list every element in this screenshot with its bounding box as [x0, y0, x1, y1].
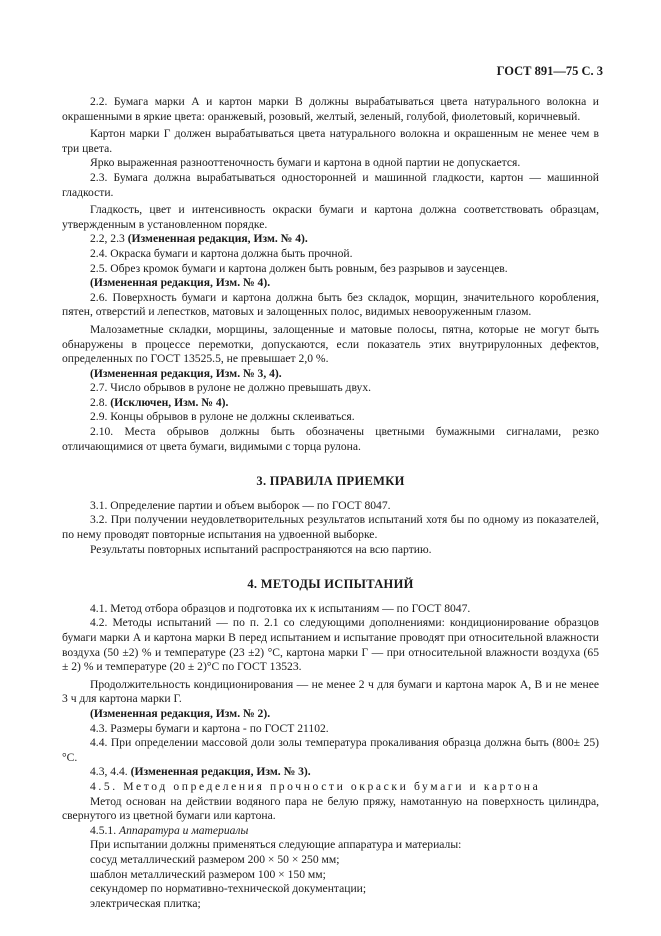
clause-2-2: 2.2. Бумага марки А и картон марки В должны вырабатываться цвета натурального волокна и окрашенными в яркие цвета: оранжевый, розовый, желтый, зеленый, голубой, фиолетовый, коричневый. [62, 95, 599, 123]
document-body [62, 95, 599, 911]
clause-ref: 2.2, 2.3 [90, 232, 125, 246]
clause-2-3: 2.3. Бумага должна вырабатываться односторонней и машинной гладкости, картон — машинной гладкости. [62, 170, 599, 199]
page-header: ГОСТ 891—75 С. 3 [496, 64, 603, 78]
list-item: секундомер по нормативно-технической документации; [90, 882, 367, 896]
clause-ref: 4.3, 4.4. [90, 765, 128, 779]
clause-4-2: 4.2. Методы испытаний — по п. 2.1 со следующими дополнениями: кондиционирование образцов бумаги марки А и картона марки В перед испытанием и испытание проводят при относительной влажности воздуха (50 ±2) % и температуре (23 ±2) °С, картона марки Г — при относительной влажности воздуха (65 ± 2) % и температуре (20 ± 2)°С по ГОСТ 13523. [62, 616, 599, 674]
amendment-note: (Измененная редакция, Изм. № 2). [90, 706, 271, 720]
paragraph: Гладкость, цвет и интенсивность окраски бумаги и картона должна соответствовать образцам, утвержденным в установленном порядке. [62, 203, 599, 231]
paragraph: Картон марки Г должен вырабатываться цвета натурального волокна и окрашенным не менее чем в три цвета. [62, 127, 599, 155]
paragraph: Продолжительность кондиционирования — не менее 2 ч для бумаги и картона марок А, В и не менее 3 ч для картона марки Г. [62, 677, 599, 706]
paragraph: Ярко выраженная разнооттеночность бумаги и картона в одной партии не допускается. [90, 156, 521, 170]
clause-3-2: 3.2. При получении неудовлетворительных результатов испытаний хотя бы по одному из показателей, по нему проводят повторные испытания на удвоенной выборке. [62, 513, 599, 542]
amendment-note [62, 232, 599, 247]
clause-2-7: 2.7. Число обрывов в рулоне не должно превышать двух. [90, 381, 372, 395]
section-heading: 4. МЕТОДЫ ИСПЫТАНИЙ [247, 577, 414, 592]
amendment-text: (Измененная редакция, Изм. № 3). [130, 765, 311, 779]
list-item: сосуд металлический размером 200 × 50 × 250 мм; [90, 852, 340, 866]
clause-2-10: 2.10. Места обрывов должны быть обозначены цветными бумажными сигналами, резко отличающимися от цвета бумаги, видимыми с торца рулона. [62, 425, 599, 453]
amendment-note: (Измененная редакция, Изм. № 4). [90, 276, 271, 290]
paragraph: Малозаметные складки, морщины, залощенные и матовые полосы, пятна, которые не могут быть обнаружены в процессе перемотки, допускаются, если показатель этих внутрирулонных дефектов, определенных по ГОСТ 13525.5, не превышает 2,0 %. [62, 322, 599, 366]
list-item: шаблон металлический размером 100 × 150 мм; [90, 867, 326, 881]
clause-2-4: 2.4. Окраска бумаги и картона должна быть прочной. [90, 246, 353, 260]
amendment-text: (Исключен, Изм. № 4). [110, 395, 229, 409]
clause-ref: 2.8. [90, 395, 108, 409]
subsection-title: Аппаратура и материалы [119, 823, 249, 837]
amendment-note [62, 765, 599, 780]
clause-2-5: 2.5. Обрез кромок бумаги и картона должен быть ровным, без разрывов и заусенцев. [90, 261, 508, 275]
paragraph: Метод основан на действии водяного пара не белую пряжу, намотанную на поверхность цилиндра, свернутого из цветной бумаги или картона. [62, 794, 599, 823]
clause-ref: 4.5.1. [90, 823, 117, 837]
clause-3-1: 3.1. Определение партии и объем выборок — по ГОСТ 8047. [90, 498, 391, 512]
clause-2-9: 2.9. Концы обрывов в рулоне не должны склеиваться. [90, 410, 355, 424]
clause-4-3: 4.3. Размеры бумаги и картона - по ГОСТ 21102. [90, 721, 329, 735]
paragraph: При испытании должны применяться следующие аппаратура и материалы: [90, 838, 462, 852]
list-item: электрическая плитка; [90, 896, 201, 910]
clause-4-1: 4.1. Метод отбора образцов и подготовка их к испытаниям — по ГОСТ 8047. [90, 601, 471, 615]
section-heading: 3. ПРАВИЛА ПРИЕМКИ [256, 474, 405, 489]
amendment-text: (Измененная редакция, Изм. № 4). [127, 232, 308, 246]
clause-2-8 [62, 396, 599, 411]
paragraph: Результаты повторных испытаний распространяются на всю партию. [90, 542, 432, 556]
amendment-note: (Измененная редакция, Изм. № 3, 4). [90, 366, 282, 380]
clause-4-5-1 [62, 824, 599, 839]
clause-4-5: 4.5. Метод определения прочности окраски бумаги и картона [90, 779, 541, 793]
clause-4-4: 4.4. При определении массовой доли золы температура прокаливания образца должна быть (800± 25) °С. [62, 736, 599, 764]
clause-2-6: 2.6. Поверхность бумаги и картона должна быть без складок, морщин, значительного коробления, пятен, отверстий и лепестков, матовых и залощенных полос, видимых невооруженным глазом. [62, 290, 599, 319]
